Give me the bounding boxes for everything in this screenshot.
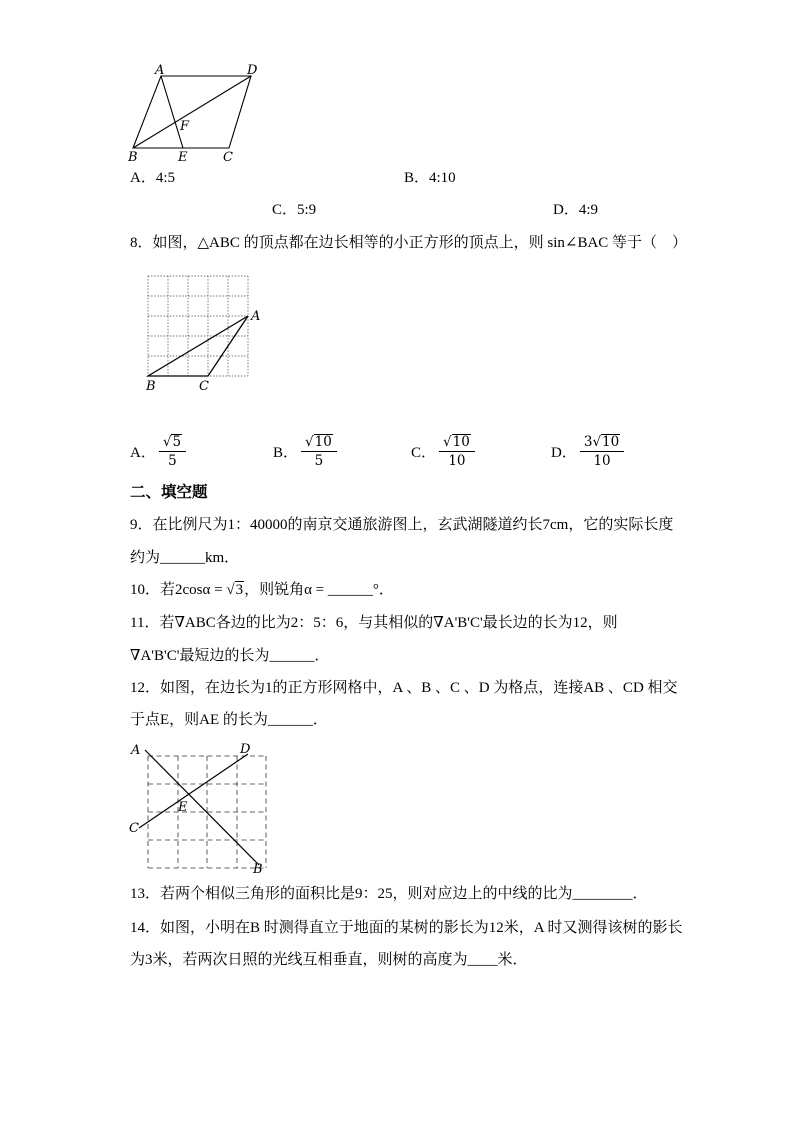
sqrt-symbol: √ [443,433,452,450]
sqrt-symbol: √ [305,433,314,450]
option-label: B． [273,444,299,461]
q7-option-c: C．5:9 [272,202,317,218]
fraction [439,434,475,468]
q8-option-b [273,428,337,474]
question-12-line1: 12．如图，在边长为1的正方形网格中，A 、B 、C 、D 为格点，连接AB 、CD 相交 [130,680,678,696]
radicand: 5 [172,433,182,450]
sqrt-symbol: √ [226,582,235,598]
grid-lines [148,276,248,376]
point-label-A: A [131,743,141,758]
question-13: 13．若两个相似三角形的面积比是9：25，则对应边上的中线的比为________． [130,886,648,902]
q7-option-d: D．4:9 [553,202,599,218]
denominator: 10 [593,453,611,469]
figure-parallelogram [128,64,276,164]
point-label-D: D [240,742,251,757]
point-label-E: E [178,800,188,815]
fraction [301,434,337,468]
q8-option-a [130,428,186,474]
question-8-text: 8．如图，△ABC 的顶点都在边长相等的小正方形的顶点上，则 sin∠BAC 等于（ ） [130,235,688,251]
vertex-label-A: A [155,64,165,78]
option-label: C． [411,444,437,461]
fraction [580,434,624,468]
q8-option-d [551,428,624,474]
vertex-label-C: C [199,379,209,394]
vertex-label-D: D [247,64,258,78]
radicand: 10 [452,433,470,450]
question-10 [130,580,394,602]
option-label: A． [130,444,156,461]
coefficient: 3 [583,433,593,450]
segment-AB [145,750,259,865]
segment-AE [161,76,183,148]
denominator: 5 [168,453,177,469]
point-label-C: C [129,821,139,836]
radicand: 3 [235,582,244,598]
question-11-line1: 11．若∇ABC各边的比为2：5：6，与其相似的∇A'B'C'最长边的长为12，则 [130,615,618,631]
triangle-ABC [148,316,248,376]
fraction [159,434,186,468]
section-header-fill-in: 二、填空题 [130,484,208,501]
sqrt-symbol: √ [162,433,172,450]
q7-option-a: A．4:5 [130,170,176,186]
point-label-B: B [253,862,263,877]
question-14-line1: 14．如图，小明在B 时测得直立于地面的某树的影长为12米，A 时又测得该树的影长 [130,920,683,936]
question-12-line2: 于点E，则AE 的长为______． [130,712,328,728]
vertex-label-E: E [178,150,188,164]
question-14-line2: 为3米，若两次日照的光线互相垂直，则树的高度为____米． [130,952,528,968]
question-9-line1: 9．在比例尺为1：40000的南京交通旅游图上，玄武湖隧道约长7cm，它的实际长度 [130,517,674,533]
vertex-label-B: B [146,379,156,394]
denominator: 10 [448,453,466,469]
figure-grid-triangle [146,274,264,394]
denominator: 5 [314,453,324,469]
q7-option-b: B．4:10 [404,170,456,186]
vertex-label-C: C [223,150,233,164]
radicand: 10 [602,433,620,450]
q10-text-before-radical: 10．若2cosα = [130,582,227,598]
vertex-label-B: B [128,150,138,164]
point-label-F: F [180,119,190,134]
figure-dashed-grid [128,737,278,879]
sqrt-symbol: √ [592,433,602,450]
question-9-line2: 约为______km． [130,550,240,566]
q8-option-c [411,428,475,474]
vertex-label-A: A [251,309,261,324]
diagonal-BD [133,76,251,148]
q10-text-after-radical: ，则锐角α = ______°． [244,582,394,598]
option-label: D． [551,444,577,461]
radicand: 10 [314,433,332,450]
segment-CD [139,754,248,828]
question-11-line2: ∇A'B'C'最短边的长为______． [130,648,330,664]
